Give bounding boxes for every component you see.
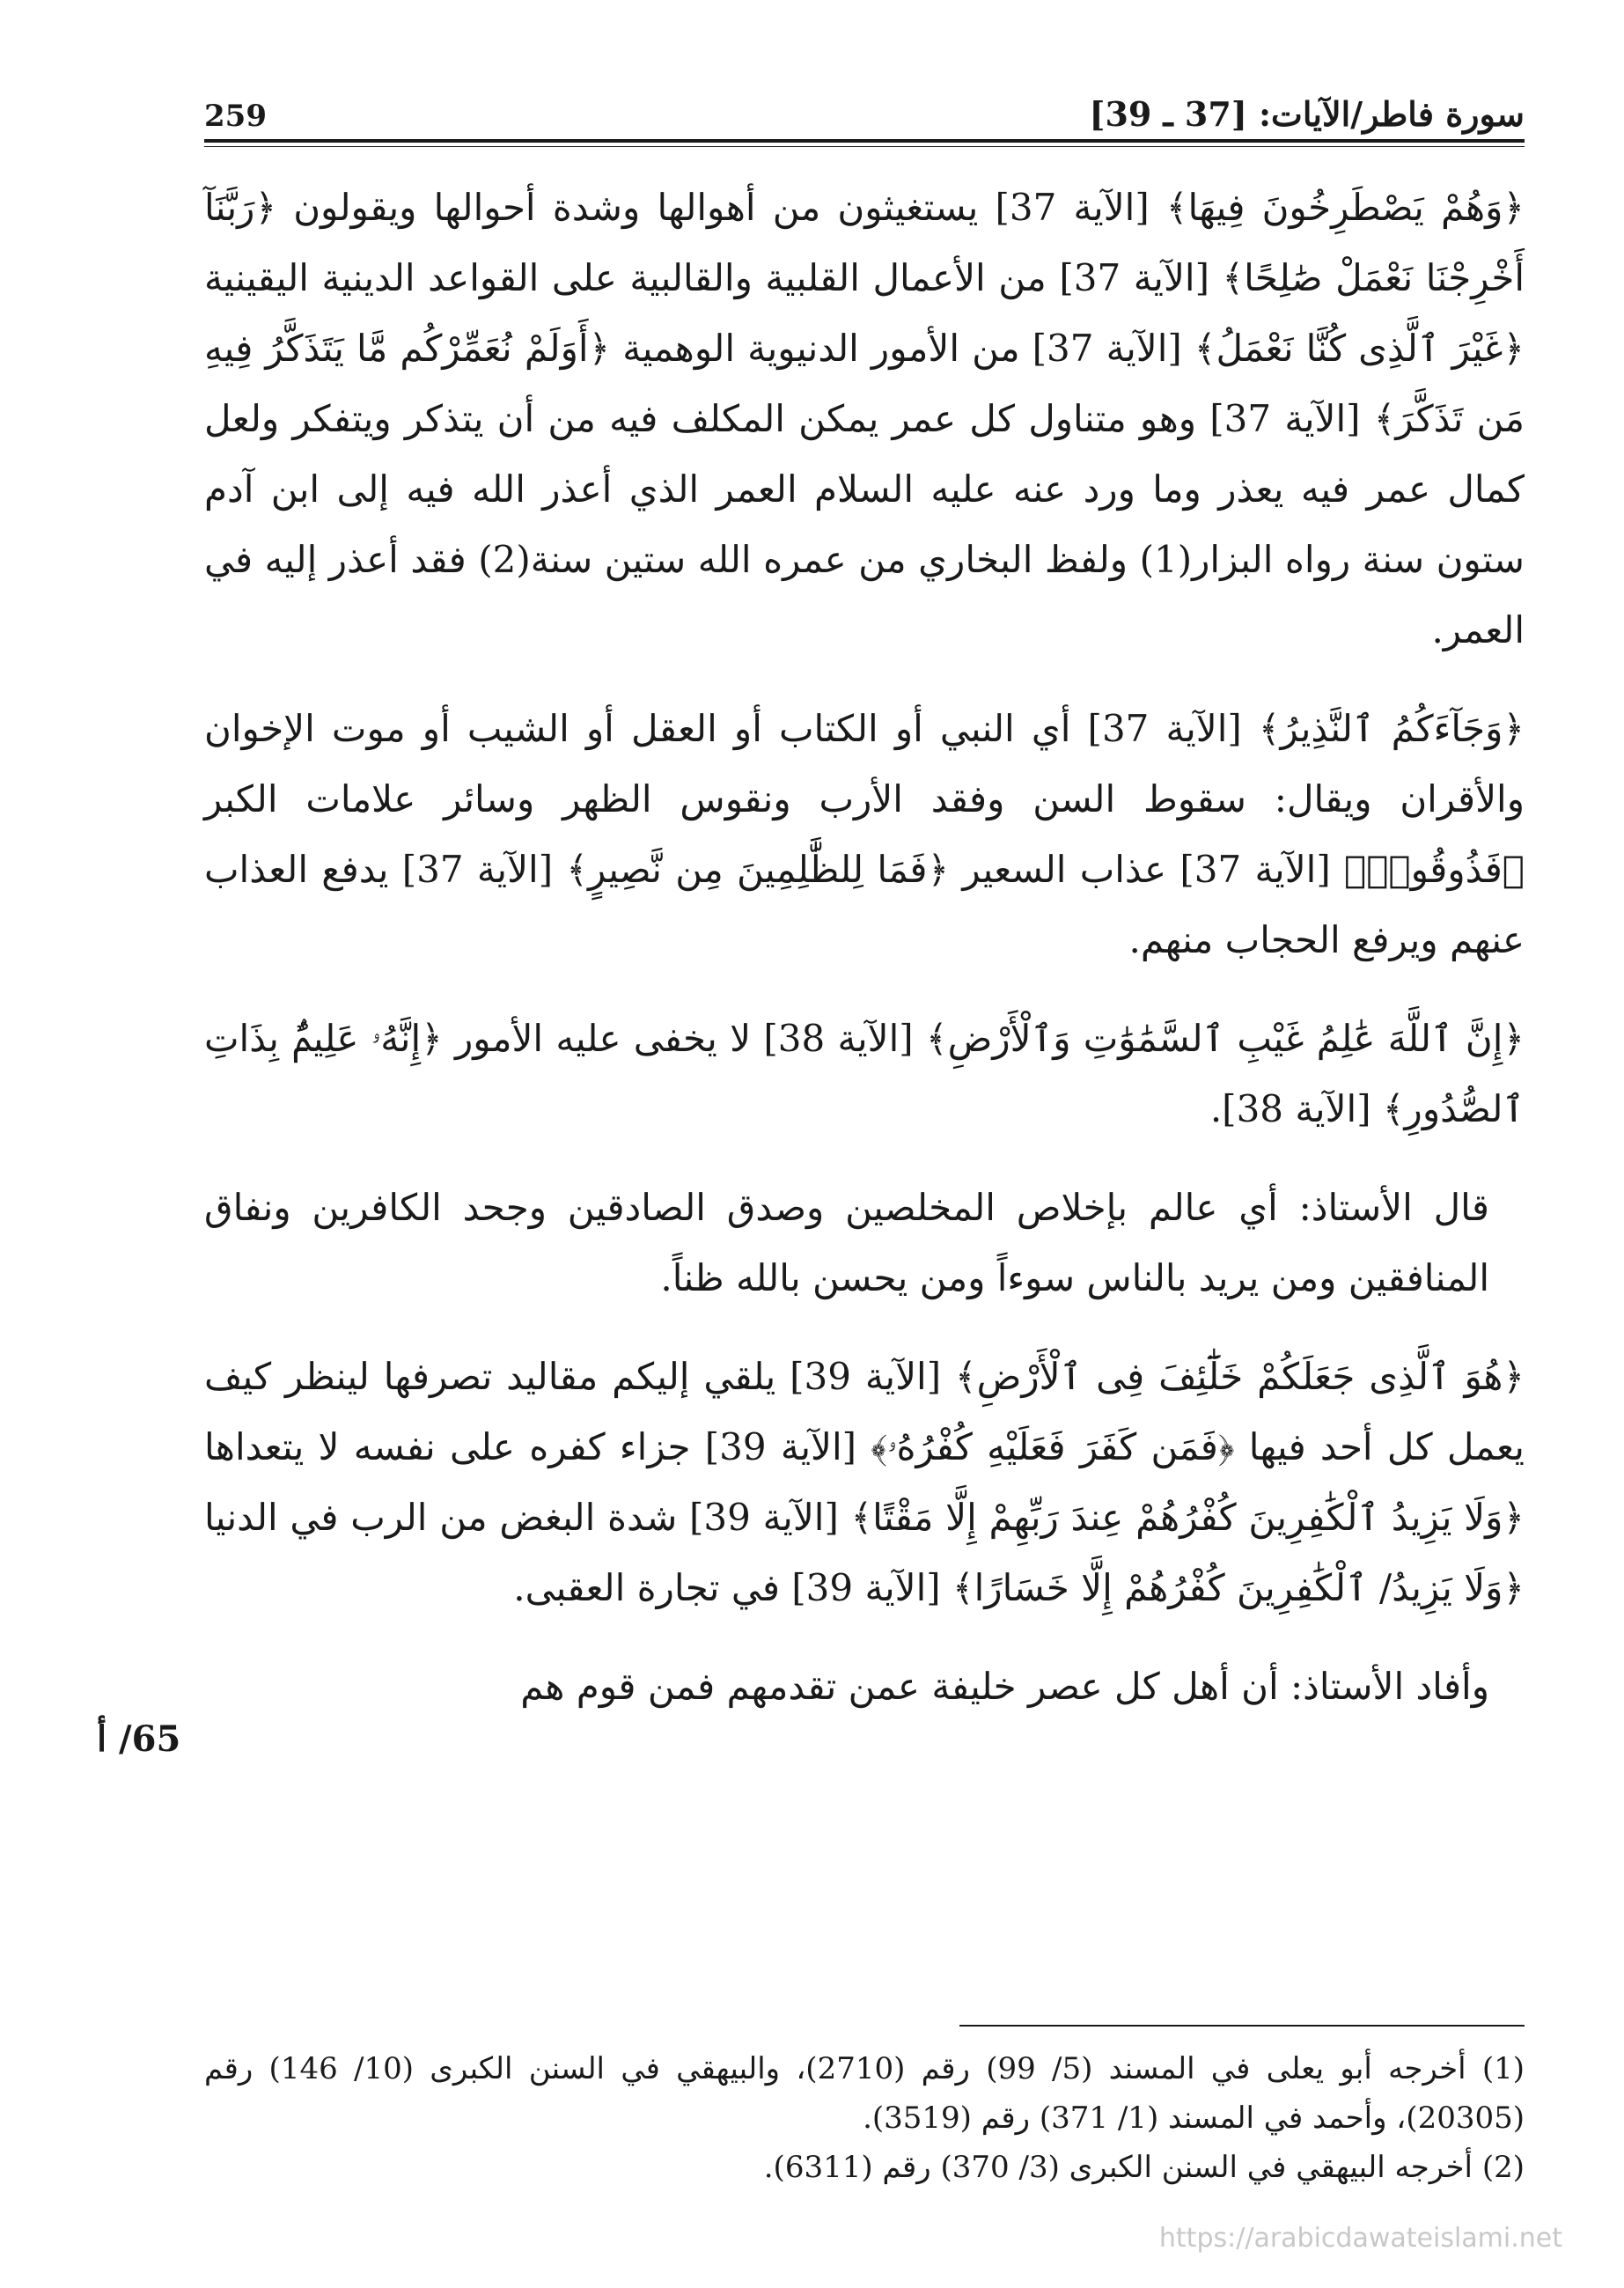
footnote-marker: (1) <box>1481 2051 1525 2086</box>
page-number: 259 <box>204 99 267 134</box>
header-rule <box>204 139 1525 143</box>
paragraph: ﴿وَجَآءَكُمُ ٱلنَّذِيرُ﴾ [الآية 37] أي النبي أو الكتاب أو العقل أو الشيب أو موت الإخوان والأقران ويقال: سقوط السن وفقد الأرب ونقوس الظهر وسائر علامات الكبر ﴿فَذُوقُوا۟﴾ [الآية 37] عذاب السعير ﴿فَمَا لِلظَّٰلِمِينَ مِن نَّصِيرٍ﴾ [الآية 37] يدفع العذاب عنهم ويرفع الحجاب منهم. <box>204 707 1525 961</box>
paragraph: وأفاد الأستاذ: أن أهل كل عصر خليفة عمن تقدمهم فمن قوم هم <box>520 1665 1489 1708</box>
footnote-separator <box>959 2025 1525 2027</box>
footnote-1 <box>204 2044 1525 2143</box>
paragraph: ﴿وَهُمْ يَصْطَرِخُونَ فِيهَا﴾ [الآية 37] يستغيثون من أهوالها وشدة أحوالها ويقولون ﴿رَبَّنَآ أَخْرِجْنَا نَعْمَلْ صَٰلِحًا﴾ [الآية 37] من الأعمال القلبية والقالبية على القواعد الدينية اليقينية ﴿غَيْرَ ٱلَّذِى كُنَّا نَعْمَلُ﴾ [الآية 37] من الأمور الدنيوية الوهمية ﴿أَوَلَمْ نُعَمِّرْكُم مَّا يَتَذَكَّرُ فِيهِ مَن تَذَكَّرَ﴾ [الآية 37] وهو متناول كل عمر يمكن المكلف فيه من أن يتذكر ويتفكر ولعل كمال عمر فيه يعذر وما ورد عنه عليه السلام العمر الذي أعذر الله فيه إلى ابن آدم ستون سنة رواه البزار(1) ولفظ البخاري من عمره الله ستين سنة(2) فقد أعذر إليه في العمر. <box>204 186 1525 651</box>
paragraph: قال الأستاذ: أي عالم بإخلاص المخلصين وصدق الصادقين وجحد الكافرين ونفاق المنافقين ومن يريد بالناس سوءاً ومن يحسن بالله ظناً. <box>204 1186 1489 1299</box>
running-title: سورة فاطر/الآيات: [37 ـ 39] <box>1089 94 1525 134</box>
main-text <box>204 173 1525 1750</box>
footnotes <box>204 2044 1525 2192</box>
paragraph: ﴿إِنَّ ٱللَّهَ عَٰلِمُ غَيْبِ ٱلسَّمَٰوَٰتِ وَٱلْأَرْضِ﴾ [الآية 38] لا يخفى عليه الأمور ﴿إِنَّهُۥ عَلِيمٌۢ بِذَاتِ ٱلصُّدُورِ﴾ [الآية 38]. <box>204 1017 1525 1130</box>
footnote-text: أخرجه البيهقي في السنن الكبرى (3/ 370) رقم (6311). <box>763 2150 1473 2185</box>
page-header <box>204 81 1525 134</box>
watermark: https://arabicdawateislami.net <box>1158 2223 1562 2254</box>
manuscript-folio-note: 65/ أ <box>97 1718 181 1760</box>
paragraph: ﴿هُوَ ٱلَّذِى جَعَلَكُمْ خَلَٰٓئِفَ فِى ٱلْأَرْضِ﴾ [الآية 39] يلقي إليكم مقاليد تصرفها لينظر كيف يعمل كل أحد فيها ﴿فَمَن كَفَرَ فَعَلَيْهِ كُفْرُهُۥ﴾ [الآية 39] جزاء كفره على نفسه لا يتعداها ﴿وَلَا يَزِيدُ ٱلْكَٰفِرِينَ كُفْرُهُمْ عِندَ رَبِّهِمْ إِلَّا مَقْتًا﴾ [الآية 39] شدة البغض من الرب في الدنيا ﴿وَلَا يَزِيدُ/ ٱلْكَٰفِرِينَ كُفْرُهُمْ إِلَّا خَسَارًا﴾ [الآية 39] في تجارة العقبى. <box>204 1355 1525 1609</box>
footnote-2 <box>204 2143 1525 2192</box>
header-rule-thin <box>204 146 1525 147</box>
footnote-marker: (2) <box>1481 2150 1525 2185</box>
footnote-text: أخرجه أبو يعلى في المسند (5/ 99) رقم (2710)، والبيهقي في السنن الكبرى (10/ 146) رقم (20305)، وأحمد في المسند (1/ 371) رقم (3519). <box>204 2051 1525 2136</box>
